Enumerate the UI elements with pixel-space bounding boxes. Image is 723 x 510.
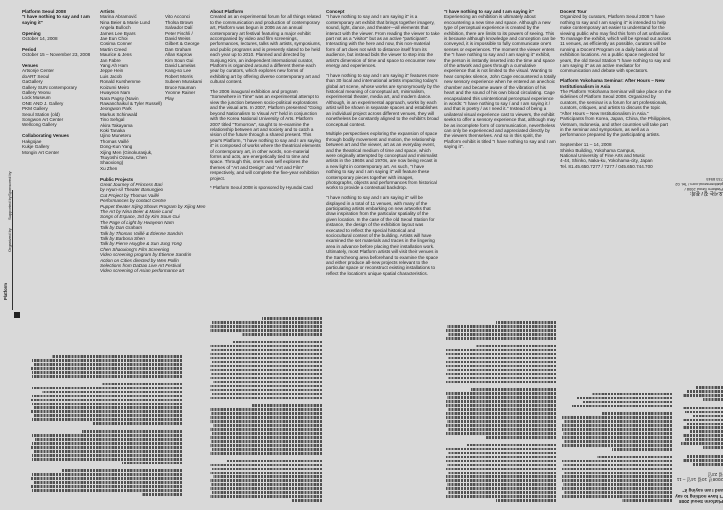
yokohama-paragraph: The Platform Yokohama Seminar will take place on the sidelines of Platform Seoul 2008. Organized by curators, the seminar is a forum for art professionals, curators, critiques, and artists to discuss the topic "After Hours – New Institutionalism in Asia." Participants from Korea, Japan, China, the Philippines, Vietnam, Indonesia, and other countries will take part in the seminar and symposium, as well as a performance prepared by the participating artists. bbox=[560, 89, 672, 138]
yokohama-details: September 11 – 14, 2008 Shinko Building, Yokohama Campus, National University of Fine Arts and Music 4-44, Shinko, Naka-ku, Yokohama-city, Japan Tel. 81.45.650.7277 / 7277 / 045.650.744.700 bbox=[560, 142, 653, 169]
concept-paragraph: "I have nothing to say and I am saying it" is a contemporary art exhibit that brings together imagery, sound, light, dance, and theater—all elements that interact with the viewer. From reading the viewer to take part not as a "visitor" but as an active "participant". Interacting with the here and now, this non-material form of art does not wish to distance itself from its audience, but instead bids the viewer to step into the artist's dimension of time and space to encounter new energy and experiences. bbox=[326, 14, 440, 69]
public-project-item: Performances by contact Centre bbox=[100, 198, 166, 204]
column-concept bbox=[326, 0, 440, 510]
rotated-contact: Platform Seoul 2008 / platformseoul.com / Tel. 02 733 8945 bbox=[675, 177, 723, 192]
about-paragraph: The 2006 inaugural exhibition and program "Somewhere in Time" was an experimental attempt to view the junction between socio-political explorations and the visual arts. In 2007, Platform presented "Going beyond Nationalism to Visual Art" held in conjunction with the Korea National University of Arts. Platform 2007 titled "Tomorrow", sought to re-examine the relationship between art and society and to catch a vision of the future through a shared present. This year's Platform, "I have nothing to say and I am saying it" is composed of works where the theatrical elements of contemporary art, in other words, non-material forms and acts, are energetically tied to time and space. Through this, one's own self explores the themes of "Art and Design" and "Art and Film" respectively, and will complete the five-year exhibition project. bbox=[210, 89, 322, 181]
period-dates: October 15 – November 23, 2008 bbox=[22, 52, 91, 58]
artist-name: Hwayeon Nam bbox=[100, 90, 131, 96]
sponsor-logos bbox=[3, 283, 9, 300]
artist-name: Allan Kaprow bbox=[165, 52, 193, 58]
sponsor-divider bbox=[12, 190, 18, 310]
public-project-item: Great Journey of Princess Bari bbox=[100, 181, 163, 187]
yokohama-heading: Platform Yokohama Seminar: After Hours – New Institutionalism in Asia bbox=[560, 78, 665, 89]
public-projects-heading: Public Projects bbox=[100, 176, 134, 182]
artist-name: Martin Creed bbox=[100, 46, 127, 52]
artist-name: Jeongwon Park bbox=[100, 106, 132, 112]
artist-name: Dong-Kun Yang bbox=[100, 144, 133, 150]
rotated-date: 2008년 10월 14일 – 11월 23일 bbox=[676, 471, 723, 483]
collab-item: Hakgojae bbox=[22, 138, 42, 144]
public-project-item: by Hyun-sil Theater Banungjeo bbox=[100, 187, 164, 193]
rotated-contact-heading: 오시는 길 / 문의: bbox=[689, 191, 723, 197]
artist-name: Bruce Nauman bbox=[165, 84, 196, 90]
venue-item: Gallery Yeonu bbox=[22, 90, 51, 96]
rotated-right-strip bbox=[674, 0, 723, 510]
sponsored-by-label: Sponsored by bbox=[7, 171, 12, 196]
artist-name: Koizumi Meiro bbox=[100, 84, 130, 90]
epigraph-paragraph: Experiencing an exhibition is ultimately about encountering a new time and space. Although a new type of perceptual experience is created by the exhibition, there are limits to its powers of seeing. This is because although knowledge and conception can be conveyed, it is impossible to fully communicate one's senses or experiences. The moment the viewer enters the "I have nothing to say and I am saying it" exhibit, the person is instantly inserted into the time and space of the artwork and goes through a cumulative experience that is not limited to the visual. Wanting to hear complex silence, John Cage encountered a totally new sensory experience when he entered an anechoic chamber and became aware of the vibration of his heart and the sound of his own blood circulating. Cage encapsulated this unintentional perceptual experience in words: "I have nothing to say / and I am saying it / and that is poetry / as I need it." Instead of being a unilateral visual experience cast to viewers, the exhibit seeks to offer a sensory experience that, although may be as incomplete form of communication, nevertheless can only be experienced and appreciated directly by the viewers themselves. And so in this spirit, the Platform exhibit is titled "I have nothing to say and I am saying it". bbox=[444, 14, 556, 150]
masthead-title: Platform Seoul 2008 bbox=[22, 9, 66, 14]
venue-item: PKM Gallery bbox=[22, 106, 48, 112]
platform-logo: Platform bbox=[3, 283, 8, 300]
venue-item: ONE AND J. Gallery bbox=[22, 100, 64, 106]
rotated-subtitle: "I have nothing to say and I am saying it" bbox=[675, 488, 723, 499]
about-heading: About Platform bbox=[210, 9, 244, 14]
docent-heading: Docent Tour bbox=[560, 9, 587, 14]
artist-name: Nina Beier & Marie Lund bbox=[100, 19, 151, 25]
artist-name: Tino Sehgal bbox=[100, 117, 125, 123]
about-paragraph: Created as an experimental forum for all things related to the communication and production of contemporary art, Platform was begun in 2006 as an annual contemporary art festival featuring a major exhibit accompanied by video and film screenings, performances, lectures, talks with artists, symposiums, and public programs and is presently slated to be held each year up to 2010. Planned and directed by Sunjung Kim, an independent international curator, Platform is organized around a different theme each year by curators, which explores new forms of exhibiting art by offering diverse contemporary art and cultural content. bbox=[210, 14, 322, 85]
public-project-item: Action on Cities directed by Wen Pollin bbox=[100, 257, 179, 263]
venue-item: Wellcong Gallery bbox=[22, 122, 57, 128]
artist-name: Maurice & Jens bbox=[100, 52, 132, 58]
korean-rotated-block-2 bbox=[208, 220, 322, 506]
public-project-item: Songs of Espace, 3rd by Kim Soun Gui bbox=[100, 214, 180, 220]
public-project-item: Selections from DaDao Live Art Festival bbox=[100, 263, 182, 269]
artist-name: James Lee Byars bbox=[100, 30, 136, 36]
public-project-item: Video screening program by Étienne Sandrin bbox=[100, 252, 192, 258]
artist-name: Ujino Muneteru bbox=[100, 133, 132, 139]
docent-paragraph: Organized by curators, Platform Seoul 2008 "I have nothing to say and I am saying it" is intended to help make contemporary art easier to understand for the viewing public who may find this form of art unfamiliar. To manage the exhibit, which will be spread out across 11 venues, as efficiently as possible, curators will be running a Docent Program on a daily basis at all exhibition locations. As a public space neglected for years, the old Seoul Station "I have nothing to say and I am saying it" as an active mediator for communication and debate with spectators. bbox=[560, 14, 672, 74]
public-project-item: Talk by Pierre Huyghe & Sun Jung Yong bbox=[100, 241, 182, 247]
artist-name: Jan Fabre bbox=[100, 57, 121, 63]
supported-by-label: Supported by bbox=[7, 196, 12, 220]
korean-rotated-block-4 bbox=[560, 300, 672, 506]
organized-by-label: Organized by bbox=[7, 228, 12, 252]
sponsor-strip bbox=[0, 0, 22, 510]
venue-item: Gallery SUN contemporary bbox=[22, 84, 77, 90]
venue-item: Songwon Art Center bbox=[22, 117, 64, 123]
venues-heading: Venues bbox=[22, 63, 39, 69]
artist-name: Ronald Kurshemme bbox=[100, 79, 141, 85]
artist-name: Vito Acconci bbox=[165, 14, 190, 20]
artists-list-1 bbox=[100, 14, 162, 171]
column-artists bbox=[100, 0, 206, 510]
artist-name: Kang-so Lee bbox=[165, 68, 192, 74]
artist-name: Yang Ah Ham bbox=[100, 63, 129, 69]
concept-paragraph: "I have nothing to say and I am saying it" will be displayed in a total of 11 venues, with many of the participating artists embarking on new artworks that draw inspiration from the particular spatiality of the given location. In the case of the old Seoul Station for instance, the design of the exhibition layout was executed to reflect the special historical and sociocultural context of the building. Artists will have examined the set materials and traces in the lingering area in advance before placing their installation work. Ultimately, most Platform artists will visit their venues in the Samcheong area beforehand to examine the space and either produce all-new projects relevant to the particular space or reconstruct existing installations to reflect the location's unique spatial characteristics. bbox=[326, 195, 439, 276]
artists-list-2 bbox=[165, 14, 205, 171]
public-project-item: Cut Project by Thomas Vaillé bbox=[100, 192, 160, 198]
venue-item: GaGallery bbox=[22, 79, 43, 85]
artist-name: Play bbox=[165, 95, 174, 101]
venue-item: Seoul Station (old) bbox=[22, 111, 60, 117]
venue-item: doART Seoul bbox=[22, 73, 50, 79]
public-project-item: Video screening of Asian performance art bbox=[100, 268, 185, 274]
public-project-item: Talk by Dan Graham bbox=[100, 225, 142, 231]
artist-name: Thomas Vaillé bbox=[100, 138, 129, 144]
artist-name: Subeen Murakami bbox=[165, 79, 203, 85]
about-footnote: * Platform Seoul 2008 is sponsored by Hyundai Card bbox=[210, 185, 313, 191]
artist-name: Akira Takayama bbox=[100, 122, 133, 128]
venue-item: Artsonje Center bbox=[22, 68, 54, 74]
opening-date: October 14, 2008 bbox=[22, 36, 58, 42]
rotated-title: Platform Seoul 2008 bbox=[679, 499, 723, 504]
artist-name: Marina Abramović bbox=[100, 14, 137, 20]
platform-logo-icon bbox=[14, 312, 20, 318]
artist-name: Yvonne Rainer bbox=[165, 90, 196, 96]
artist-name: Salvador Dalí bbox=[165, 25, 193, 31]
artist-name: Angela Bulloch bbox=[100, 25, 131, 31]
korean-rotated-block-3 bbox=[444, 212, 556, 506]
artist-name: Dan Graham bbox=[165, 46, 192, 52]
venue-item: Lock Museum bbox=[22, 95, 51, 101]
public-project-item: Talk by Barbosa Shen bbox=[100, 236, 145, 242]
public-project-item: Chen Shaoxiong's Film Screening bbox=[100, 246, 170, 252]
masthead-subtitle: "I have nothing to say and I am saying it" bbox=[22, 14, 90, 25]
artist-name: Jae Eun Choi bbox=[100, 36, 128, 42]
collab-item: Kukje Gallery bbox=[22, 144, 50, 150]
epigraph-heading: "I have nothing to say and I am saying it" bbox=[444, 9, 534, 14]
period-heading: Period bbox=[22, 46, 37, 52]
artist-name: Koki Tanaka bbox=[100, 127, 125, 133]
public-project-item: Talk by Thomas Vaillé & Étienne Sandrin bbox=[100, 230, 183, 236]
artist-name: Peter Fischli / David Weiss bbox=[165, 30, 193, 42]
concept-paragraph: Multiple perspectives exploring the expansion of space through bodily movement and motion, the relationship between art and the viewer, art as an everyday event, and the theatrical medium of time and space, which were originally attempted by conceptual and minimalist artists in the 1960s and 1970s, are now being recast in a new light in contemporary art. As such, "I have nothing to say and I am saying it" will feature these contemporary pieces together with images, photographs, objects and performances from historical works to provide a contextual backdrop. bbox=[326, 131, 438, 191]
artist-name: Gilbert & George bbox=[165, 41, 200, 47]
artists-heading: Artists bbox=[100, 9, 115, 14]
public-project-item: The Art by Nina Beier & Marie Lund bbox=[100, 209, 173, 215]
artist-name: Xijing Men (Ginokurasjuk, Tsuyoshi Ozawa, Chen Shaoxiong) bbox=[100, 149, 153, 166]
concept-paragraph: "I have nothing to say and I am saying it" features more than 30 local and international artists impacting today's global art scene, whose works are synonymously by the historical meaning of conceptual art, minimalism, experimental theater, media art, and modern dance. Although, in an experimental approach, works by each artist will be shown in separate spaces and establishes an individual project across different venues, they will nonetheless be constantly aligned to the exhibit's broad conceptual context. bbox=[326, 72, 440, 127]
artist-name: Robert Morris bbox=[165, 73, 193, 79]
artist-name: Luis Jacob bbox=[100, 73, 122, 79]
concept-heading: Concept bbox=[326, 9, 345, 14]
public-projects-list bbox=[100, 182, 206, 274]
artist-name: Jeppe Hein bbox=[100, 68, 124, 74]
artist-name: Cosima Conner bbox=[100, 41, 132, 47]
artist-name: Markus Schinwald bbox=[100, 111, 138, 117]
artist-name: David Lamelas bbox=[165, 63, 196, 69]
opening-heading: Opening bbox=[22, 30, 41, 36]
public-project-item: The Page of Light by Hwayeon Nam bbox=[100, 219, 174, 225]
venue-list bbox=[22, 68, 98, 127]
collab-heading: Collaborating Venues bbox=[22, 133, 69, 139]
artist-name: Xu Zhen bbox=[100, 165, 118, 171]
collab-item: Mongin Art Center bbox=[22, 149, 60, 155]
artist-name: Tholsa Brown bbox=[165, 19, 194, 25]
public-project-item: Puppet theater Xijing Shows Program by Xijing Men bbox=[100, 203, 206, 209]
artist-name: Nara Pagsy (Navin Rawanchaikul & Tyler Russell) bbox=[100, 95, 162, 106]
artist-name: Kim Soun Gui bbox=[165, 57, 194, 63]
